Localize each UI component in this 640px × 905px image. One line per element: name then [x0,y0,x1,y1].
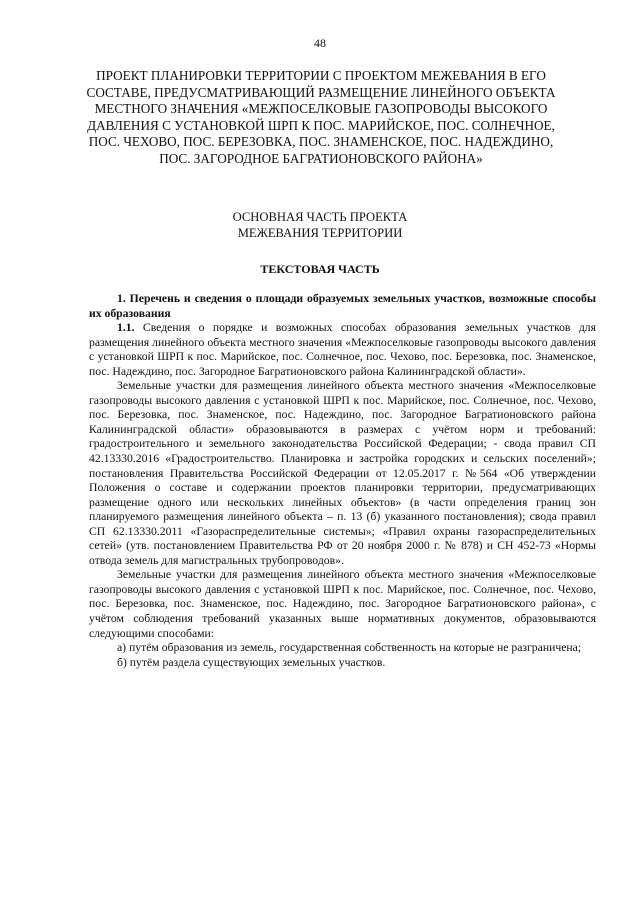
document-body [89,292,596,670]
paragraph-1-number: 1.1. [117,321,135,335]
heading-1: 1. Перечень и сведения о площади образуемых земельных участков, возможные способы их образования [89,292,596,320]
paragraph-1 [89,321,596,379]
paragraph-3: Земельные участки для размещения линейного объекта местного значения «Межпоселковые газопроводы высокого давления с установкой ШРП к пос. Марийское, пос. Солнечное, пос. Чехово, пос. Березовка, пос. Знаменское, пос. Надеждино, пос. Загородное Багратионовского района», с учётом соблюдения требований указанных выше нормативных документов, образовываются следующими способами: [89,568,596,640]
list-item-a: а) путём образования из земель, государственная собственность на которые не разграничена; [117,641,582,655]
subtitle-line-2: МЕЖЕВАНИЯ ТЕРРИТОРИИ [237,225,403,240]
paragraph-2: Земельные участки для размещения линейного объекта местного значения «Межпоселковые газопроводы высокого давления с установкой ШРП к пос. Марийское, пос. Солнечное, пос. Чехово, пос. Березовка, пос. Знаменское, пос. Надеждино, пос. Загородное Багратионовского района Калининградской области» образовываются в размерах с учётом норм и требований: градостроительного и земельного законодательства Российской Федерации; - свода правил СП 42.13330.2016 «Градостроительство. Планировка и застройка городских и сельских поселений»; постановления Правительства Российской Федерации от 12.05.2017 г. №564 «Об утверждении Положения о составе и содержании проектов планировки территории, предусматривающих размещение одного или нескольких линейных объектов» (в части определения границ зон планируемого размещения линейного объекта – п. 13 (б) указанного постановления); свода правил СП 62.13330.2011 «Газораспределительные системы»; «Правил охраны газораспределительных сетей» (утв. постановлением Правительства РФ от 20 ноября 2000 г. № 878) и СН 452-73 «Нормы отвода земель для магистральных трубопроводов». [89,379,596,567]
section-heading: ТЕКСТОВАЯ ЧАСТЬ [260,262,380,276]
subtitle-line-1: ОСНОВНАЯ ЧАСТЬ ПРОЕКТА [232,210,408,224]
page-number: 48 [314,36,326,50]
document-subtitle [140,210,500,241]
list-item-b: б) путём раздела существующих земельных участков. [117,655,386,669]
paragraph-1-text: Сведения о порядке и возможных способах образования земельных участков для размещения линейного объекта местного значения «Межпоселковые газопроводы высокого давления с установкой ШРП к пос. Марийское, пос. Солнечное, пос. Чехово, пос. Березовка, пос. Знаменское, пос. Надеждино, пос. Загородное Багратионовского района Калининградской области». [89,321,596,378]
document-title: ПРОЕКТ ПЛАНИРОВКИ ТЕРРИТОРИИ С ПРОЕКТОМ МЕЖЕВАНИЯ В ЕГО СОСТАВЕ, ПРЕДУСМАТРИВАЮЩИЙ РАЗМЕЩЕНИЕ ЛИНЕЙНОГО ОБЪЕКТА МЕСТНОГО ЗНАЧЕНИЯ «МЕЖПОСЕЛКОВЫЕ ГАЗОПРОВОДЫ ВЫСОКОГО ДАВЛЕНИЯ С УСТАНОВКОЙ ШРП К ПОС. МАРИЙСКОЕ, ПОС. СОЛНЕЧНОЕ, ПОС. ЧЕХОВО, ПОС. БЕРЕЗОВКА, ПОС. ЗНАМЕНСКОЕ, ПОС. НАДЕЖДИНО, ПОС. ЗАГОРОДНОЕ БАГРАТИОНОВСКОГО РАЙОНА» [86,68,556,166]
